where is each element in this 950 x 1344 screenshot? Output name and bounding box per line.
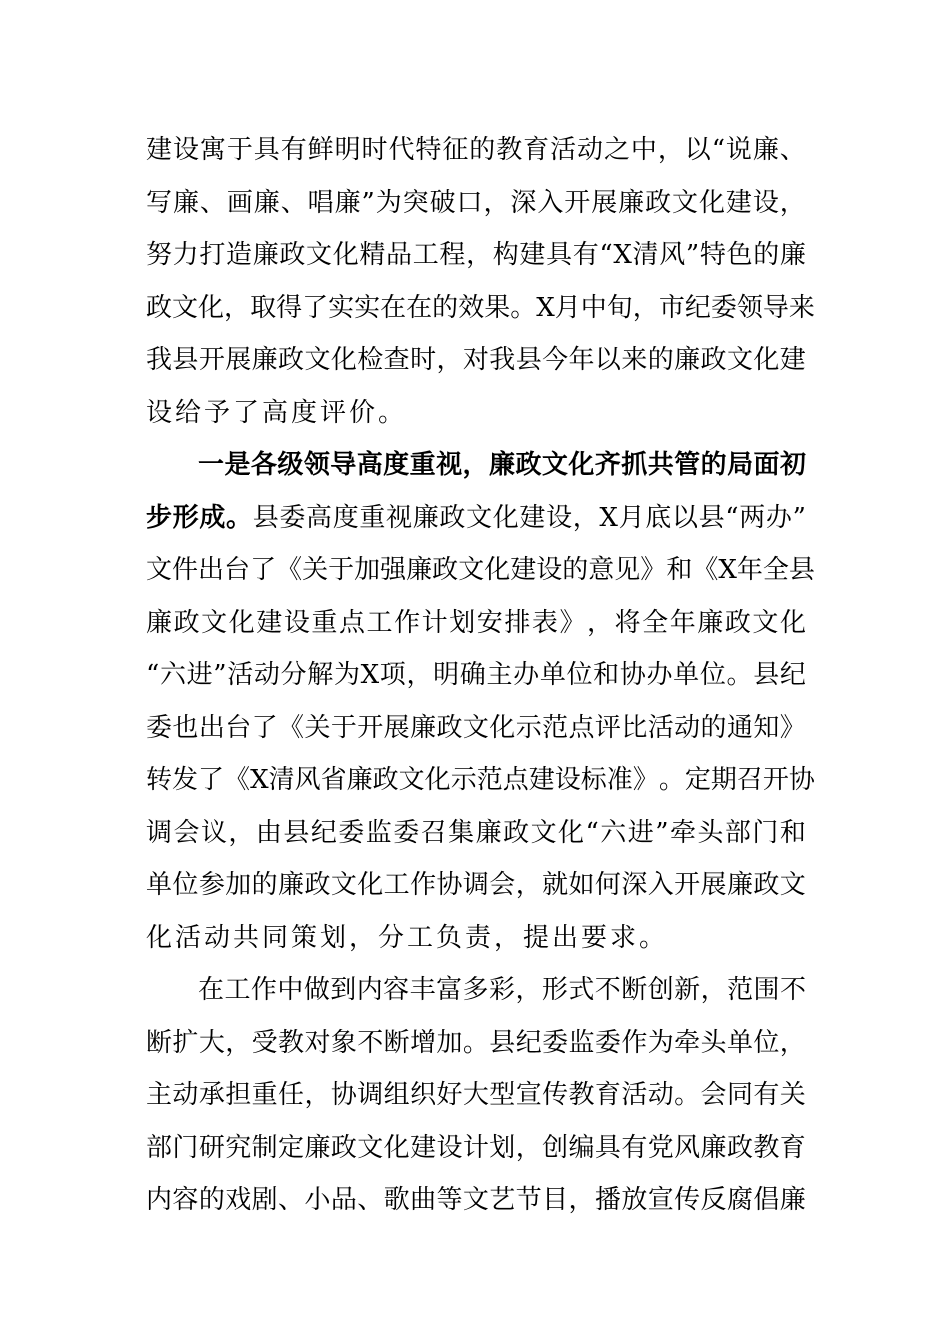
section-heading: 一 是 各 级 领 导 高 度 重 视 ， 廉 政 文 化 齐 抓 共 管 的 局 面 初	[198, 450, 806, 480]
text-line-with-heading-tail: 步 形 成 。 县 委 高 度 重 视 廉 政 文 化 建 设 ， X 月 底 以 县 “ 两 办 ”	[146, 503, 806, 533]
text-line: 转 发 了 《 X 清 风 省 廉 政 文 化 示 范 点 建 设 标 准 》 。 定 期 召 开 协	[146, 765, 815, 795]
text-line: 断 扩 大 ， 受 教 对 象 不 断 增 加 。 县 纪 委 监 委 作 为 牵 头 单 位 ，	[146, 1028, 806, 1058]
text-line: 廉 政 文 化 建 设 重 点 工 作 计 划 安 排 表 》 ， 将 全 年 廉 政 文 化	[146, 608, 806, 638]
text-line: 内 容 的 戏 剧 、 小 品 、 歌 曲 等 文 艺 节 目 ， 播 放 宣 传 反 腐 倡 廉	[146, 1185, 806, 1215]
text-line: 建 设 寓 于 具 有 鲜 明 时 代 特 征 的 教 育 活 动 之 中 ， 以 “ 说 廉 、	[146, 135, 806, 165]
text-line: 文 件 出 台 了 《 关 于 加 强 廉 政 文 化 建 设 的 意 见 》 和 《 X 年 全 县	[146, 555, 815, 585]
text-line: 委 也 出 台 了 《 关 于 开 展 廉 政 文 化 示 范 点 评 比 活 动 的 通 知 》	[146, 713, 806, 743]
text-line: 单 位 参 加 的 廉 政 文 化 工 作 协 调 会 ， 就 如 何 深 入 开 展 廉 政 文	[146, 870, 806, 900]
text-line: 部 门 研 究 制 定 廉 政 文 化 建 设 计 划 ， 创 编 具 有 党 风 廉 政 教 育	[146, 1133, 806, 1163]
text-line: 调 会 议 ， 由 县 纪 委 监 委 召 集 廉 政 文 化 “ 六 进 ” 牵 头 部 门 和	[146, 818, 806, 848]
text-line: “ 六 进 ” 活 动 分 解 为 X 项 ， 明 确 主 办 单 位 和 协 办 单 位 。 县 纪	[146, 660, 806, 690]
text-line: 写 廉 、 画 廉 、 唱 廉 ” 为 突 破 口 ， 深 入 开 展 廉 政 文 化 建 设 ，	[146, 188, 806, 218]
text-line: 在 工 作 中 做 到 内 容 丰 富 多 彩 ， 形 式 不 断 创 新 ， 范 围 不	[198, 975, 806, 1005]
text-line: 设给予了高度评价。	[146, 398, 408, 428]
text-line: 我 县 开 展 廉 政 文 化 检 查 时 ， 对 我 县 今 年 以 来 的 廉 政 文 化 建	[146, 345, 806, 375]
text-line: 主 动 承 担 重 任 ， 协 调 组 织 好 大 型 宣 传 教 育 活 动 。 会 同 有 关	[146, 1080, 806, 1110]
text-line: 政 文 化 ， 取 得 了 实 实 在 在 的 效 果 。 X 月 中 旬 ， 市 纪 委 领 导 来	[146, 293, 815, 323]
text-line: 化活动共同策划，分工负责，提出要求。	[146, 923, 669, 953]
text-line: 努 力 打 造 廉 政 文 化 精 品 工 程 ， 构 建 具 有 “ X 清 风 ” 特 色 的 廉	[146, 240, 806, 270]
